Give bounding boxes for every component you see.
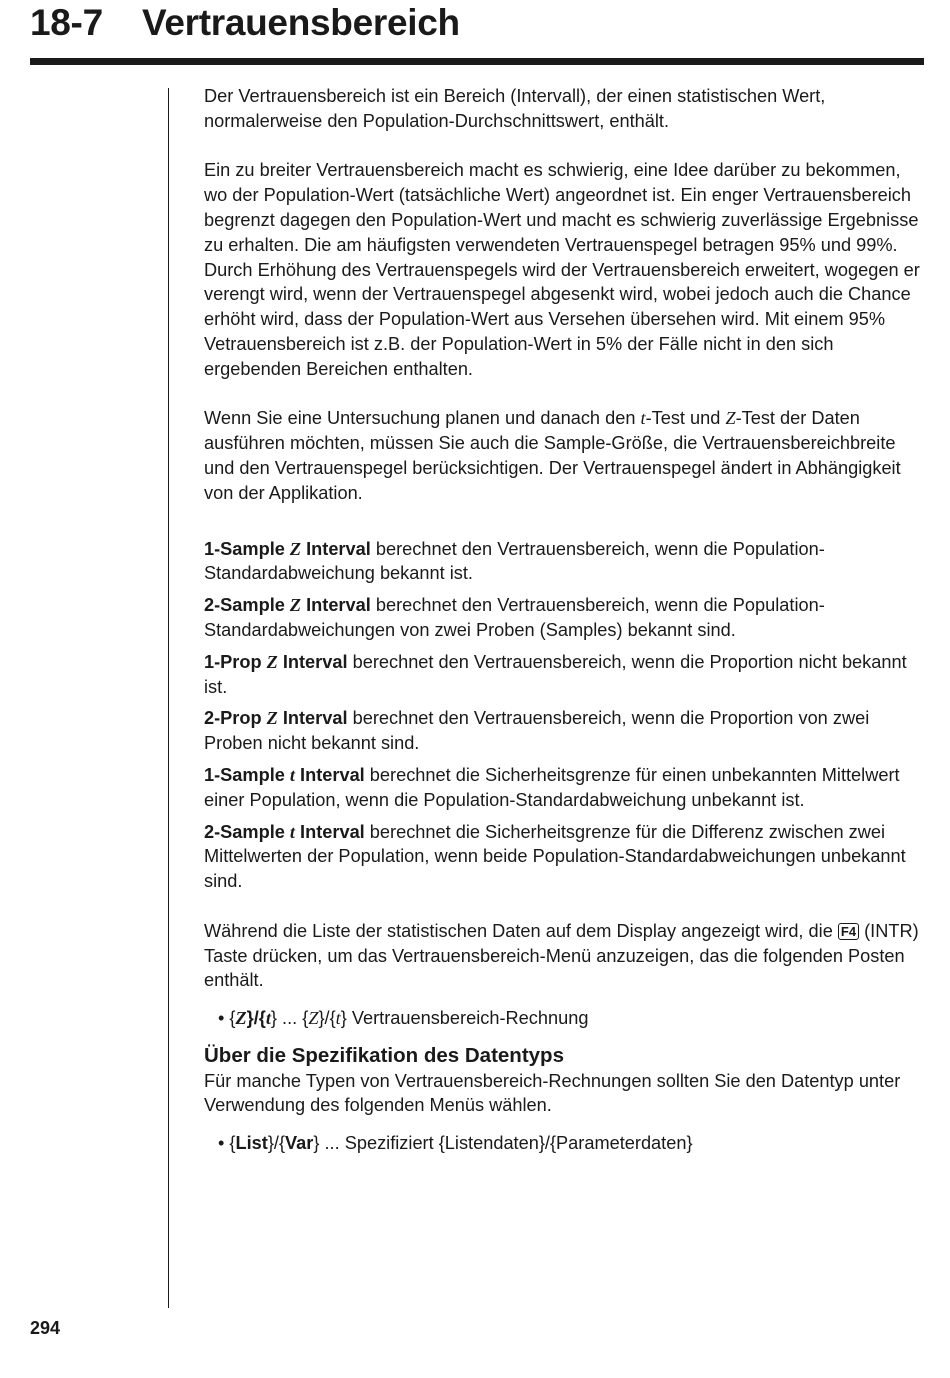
width-paragraph: Ein zu breiter Vertrauensbereich macht es schwierig, eine Idee darüber zu bekommen, wo der Population-Wert (tatsächliche Wert) angeordnet ist. Ein enger Vertrauensbereich begrenzt dagegen den Population-Wert und macht es schwierig zuverlässige Ergebnisse zu erhalten. Die am häufigsten verwendeten Vertrauenspegel betragen 95% und 99%. Durch Erhöhung des Vertrauenspegels wird der Vertrauensbereich erweitert, wogegen er verengt wird, wenn der Vertrauenspegel abgesenkt wird, wobei jedoch auch die Chance erhöht wird, dass der Population-Wert aus Versehen übersehen wird. Mit einem 95% Vetrauensbereich ist z.B. der Population-Wert in 5% der Fälle nicht in den sich ergebenden Bereichen enthalten. (204, 160, 920, 379)
heading-rule (30, 58, 924, 65)
margin-line (168, 88, 169, 1308)
section-number: 18-7 (30, 2, 103, 43)
interval-item-1-sample-z: 1-Sample Z Interval berechnet den Vertrauensbereich, wenn die Population-Standardabweichung bekannt ist. (204, 538, 825, 584)
datatype-paragraph: Für manche Typen von Vertrauensbereich-Rechnungen sollten Sie den Datentyp unter Verwendung des folgenden Menüs wählen. (204, 1070, 901, 1116)
page-number: 294 (30, 1318, 61, 1338)
interval-item-1-sample-t: 1-Sample t Interval berechnet die Sicherheitsgrenze für einen unbekannten Mittelwert einer Population, wenn die Population-Standardabweichung unbekannt ist. (204, 764, 900, 810)
planning-paragraph: Wenn Sie eine Untersuchung planen und danach den t-Test und Z-Test der Daten ausführen möchten, müssen Sie auch die Sample-Größe, die Vertrauensbereichbreite und den Vertrauenspegel berücksichtigen. Der Vertrauenspegel ändert in Abhängigkeit von der Applikation. (204, 408, 901, 503)
interval-item-2-sample-t: 2-Sample t Interval berechnet die Sicherheitsgrenze für die Differenz zwischen zwei Mittelwerten der Population, wenn beide Population-Standardabweichungen unbekannt sind. (204, 821, 906, 892)
menu-bullet-z-t: • {Z}/{t} ... {Z}/{t} Vertrauensbereich-Rechnung (218, 1008, 589, 1029)
interval-item-1-prop-z: 1-Prop Z Interval berechnet den Vertrauensbereich, wenn die Proportion nicht bekannt ist. (204, 651, 907, 697)
interval-item-2-prop-z: 2-Prop Z Interval berechnet den Vertrauensbereich, wenn die Proportion von zwei Proben nicht bekannt sind. (204, 708, 870, 754)
intro-paragraph: Der Vertrauensbereich ist ein Bereich (Intervall), der einen statistischen Wert, normalerweise den Population-Durchschnittswert, enthält. (204, 86, 826, 131)
section-title: Vertrauensbereich (142, 2, 460, 43)
z-symbol: Z (725, 408, 736, 429)
interval-item-2-sample-z: 2-Sample Z Interval berechnet den Vertrauensbereich, wenn die Population-Standardabweichungen von zwei Proben (Samples) bekannt sind. (204, 595, 825, 640)
f4-key-icon: F4 (838, 923, 859, 940)
page-content (204, 84, 924, 1156)
section-heading (30, 2, 460, 46)
menu-bullet-list-var: • {List}/{Var} ... Spezifiziert {Listendaten}/{Parameterdaten} (218, 1133, 693, 1154)
t-symbol: t (640, 408, 646, 429)
menu-paragraph: Während die Liste der statistischen Daten auf dem Display angezeigt wird, die F4 (INTR) Taste drücken, um das Vertrauensbereich-Menü anzuzeigen, das die folgenden Posten enthält. (204, 920, 919, 991)
datatype-heading: Über die Spezifikation des Datentyps (204, 1043, 564, 1067)
